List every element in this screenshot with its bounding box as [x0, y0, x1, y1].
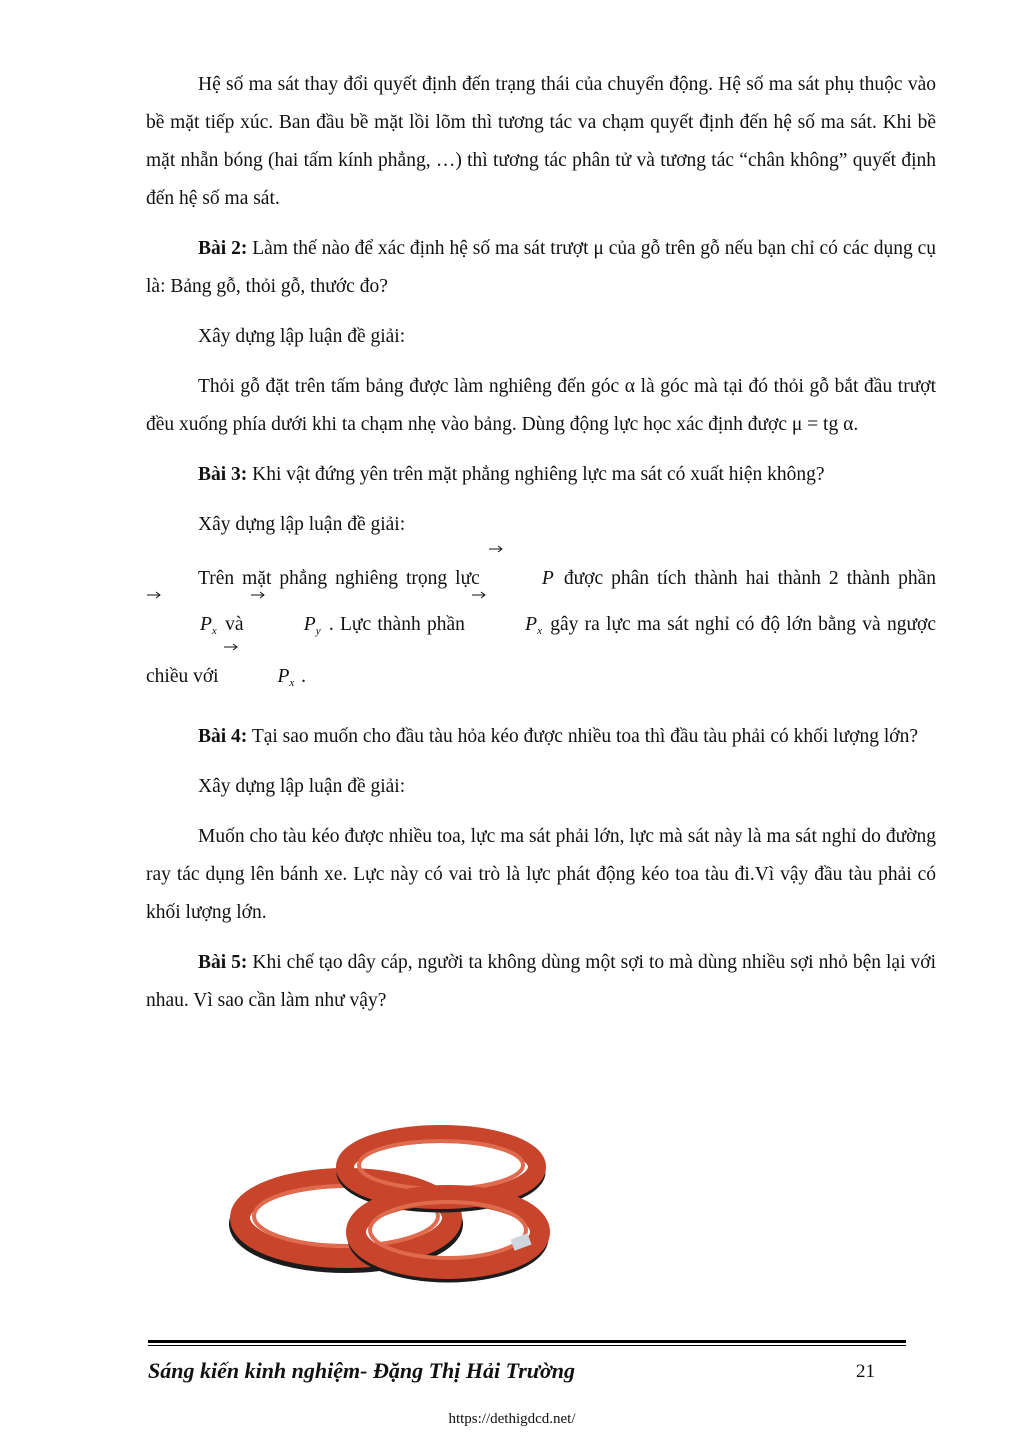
vector-P [488, 556, 556, 602]
vector-Px [471, 602, 544, 654]
exercise-2-solution: Thỏi gỗ đặt trên tấm bảng được làm nghiêng đến góc α là góc mà tại đó thỏi gỗ bắt đầu trượt đều xuống phía dưới khi ta chạm nhẹ vào bảng. Dùng động lực học xác định được μ = tg α. [146, 376, 936, 435]
vector-Px-symbol: P [200, 614, 212, 635]
exercise-5-question: Khi chế tạo dây cáp, người ta không dùng một sợi to mà dùng nhiều sợi nhỏ bện lại với nhau. Vì sao cần làm như vậy? [146, 952, 936, 1011]
footer-rule-thin [148, 1345, 906, 1346]
vector-Px [223, 654, 296, 706]
solution-text-f: . [296, 666, 307, 687]
exercise-5 [146, 944, 936, 1020]
vector-arrow-icon [147, 590, 161, 600]
page-body [146, 66, 936, 1020]
solution-heading-3: Xây dựng lập luận đề giải: [198, 514, 406, 535]
solution-text-a: Trên mặt phẳng nghiêng trọng lực [198, 568, 488, 589]
vector-arrow-icon [224, 642, 238, 652]
solution-heading-4: Xây dựng lập luận đề giải: [198, 776, 406, 797]
intro-paragraph: Hệ số ma sát thay đổi quyết định đến trạng thái của chuyển động. Hệ số ma sát phụ thuộc vào bề mặt tiếp xúc. Ban đầu bề mặt lồi lõm thì tương tác va chạm quyết định đến hệ số ma sát. Khi bề mặt nhẵn bóng (hai tấm kính phẳng, …) thì tương tác phân tử và tương tác “chân không” quyết định đến hệ số ma sát. [146, 74, 936, 209]
subscript-y: y [315, 625, 321, 637]
solution-text-c: và [218, 614, 250, 635]
vector-P-symbol: P [541, 568, 554, 589]
exercise-2-label: Bài 2: [198, 238, 248, 259]
solution-text-e: gây ra lực ma sát nghỉ có độ lớn bằng và ngược chiều với [146, 614, 937, 687]
exercise-2 [146, 230, 936, 306]
subscript-x: x [289, 677, 295, 689]
exercise-3-solution [146, 556, 936, 706]
source-url[interactable]: https://dethigdcd.net/ [448, 1411, 576, 1427]
vector-arrow-icon [251, 590, 265, 600]
exercise-4-label: Bài 4: [198, 726, 248, 747]
vector-arrow-icon [472, 590, 486, 600]
vector-Px [146, 602, 219, 654]
page-number: 21 [856, 1361, 875, 1382]
solution-heading-2: Xây dựng lập luận đề giải: [198, 326, 406, 347]
exercise-2-question: Làm thế nào để xác định hệ số ma sát trượt μ của gỗ trên gỗ nếu bạn chỉ có các dụng cụ là: Bảng gỗ, thỏi gỗ, thước đo? [146, 238, 936, 297]
exercise-3-label: Bài 3: [198, 464, 248, 485]
solution-text-d: . Lực thành phần [322, 614, 472, 635]
subscript-x: x [211, 625, 217, 637]
vector-arrow-icon [489, 544, 503, 554]
vector-Px-symbol: P [525, 614, 538, 635]
exercise-5-label: Bài 5: [198, 952, 248, 973]
vector-Px-symbol: P [277, 666, 290, 687]
solution-text-b: được phân tích thành hai thành 2 thành phần [555, 568, 936, 589]
exercise-3-question: Khi vật đứng yên trên mặt phẳng nghiêng lực ma sát có xuất hiện không? [247, 464, 825, 485]
cable-coils-photo [226, 1112, 571, 1288]
subscript-x: x [537, 625, 542, 637]
exercise-3 [146, 456, 936, 494]
footer-title: Sáng kiến kinh nghiệm- Đặng Thị Hải Trường [148, 1358, 575, 1383]
exercise-4 [146, 718, 936, 756]
vector-Py [250, 602, 323, 654]
vector-Py-symbol: P [303, 614, 316, 635]
exercise-4-question: Tại sao muốn cho đầu tàu hỏa kéo được nhiều toa thì đầu tàu phải có khối lượng lớn? [247, 726, 918, 747]
exercise-4-solution: Muốn cho tàu kéo được nhiều toa, lực ma sát phải lớn, lực mà sát này là ma sát nghỉ do đường ray tác dụng lên bánh xe. Lực này có vai trò là lực phát động kéo toa tàu đi.Vì vậy đầu tàu phải có khối lượng lớn. [146, 826, 936, 923]
footer-rule-thick [148, 1340, 906, 1343]
